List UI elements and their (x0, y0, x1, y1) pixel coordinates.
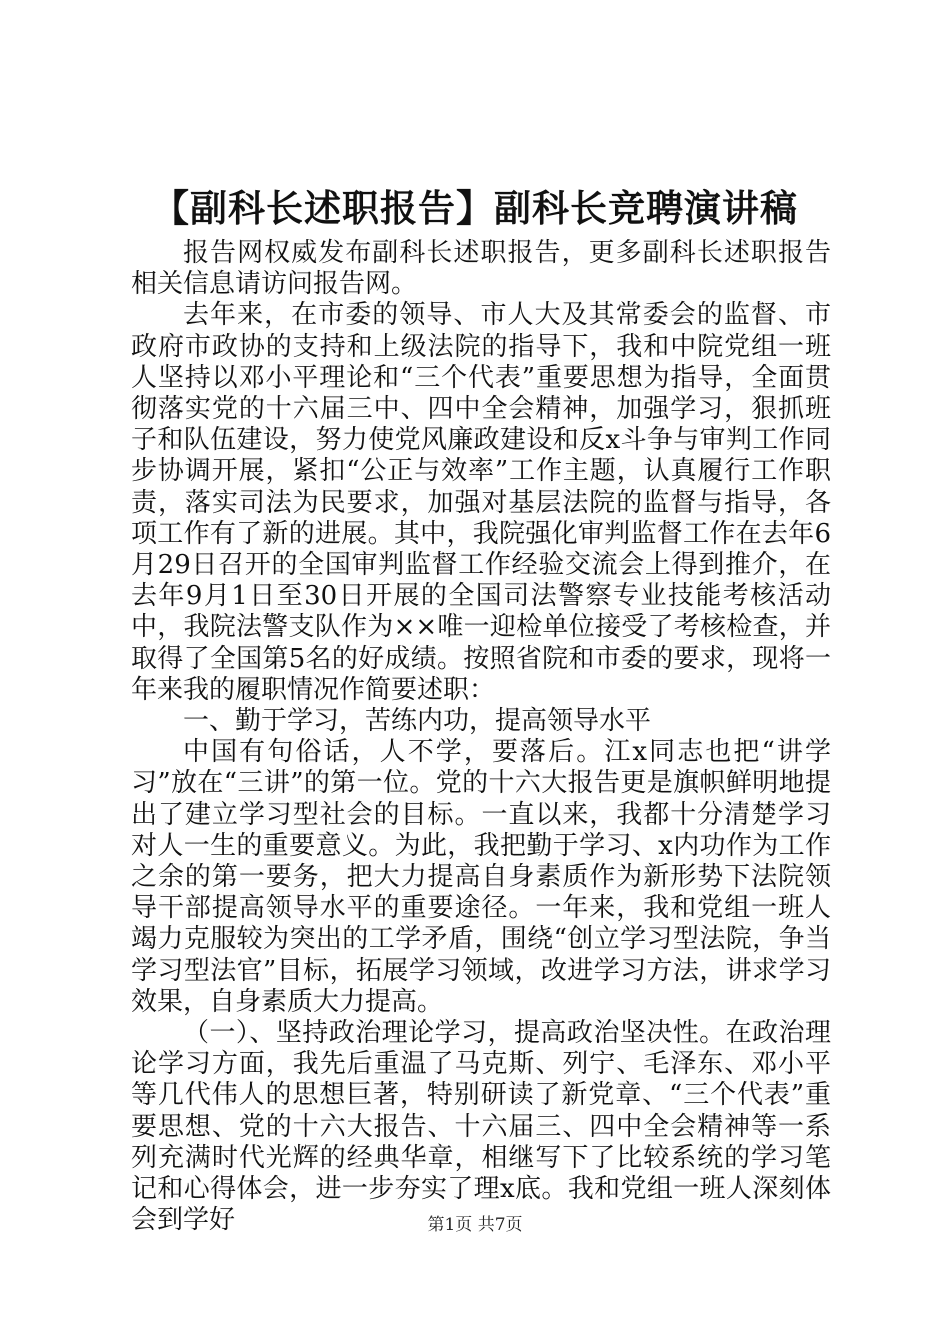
page-footer: 第1页 共7页 (427, 1215, 523, 1235)
section-heading: 一、勤于学习，苦练内功，提高领导水平 (183, 706, 652, 737)
paragraph-political-theory: （一）、坚持政治理论学习，提高政治坚决性。在政治理论学习方面，我先后重温了马克斯、列宁、毛泽东、邓小平等几代伟人的思想巨著，特别研读了新党章、“三个代表”重要思想、党的十六大报告、十六届三、四中全会精神等一系列充满时代光辉的经典华章，相继写下了比较系统的学习笔记和心得体会，进一步夯实了理x底。我和党组一班人深刻体会到学好 (131, 1018, 831, 1236)
paragraph-summary: 去年来，在市委的领导、市人大及其常委会的监督、市政府市政协的支持和上级法院的指导下，我和中院党组一班人坚持以邓小平理论和“三个代表”重要思想为指导，全面贯彻落实党的十六届三中、四中全会精神，加强学习，狠抓班子和队伍建设，努力使党风廉政建设和反x斗争与审判工作同步协调开展，紧扣“公正与效率”工作主题，认真履行工作职责，落实司法为民要求，加强对基层法院的监督与指导，各项工作有了新的进展。其中，我院强化审判监督工作在去年6月29日召开的全国审判监督工作经验交流会上得到推介，在去年9月1日至30日开展的全国司法警察专业技能考核活动中，我院法警支队作为××唯一迎检单位接受了考核检查，并取得了全国第5名的好成绩。按照省院和市委的要求，现将一年来我的履职情况作简要述职： (131, 300, 831, 705)
paragraph-intro: 报告网权威发布副科长述职报告，更多副科长述职报告相关信息请访问报告网。 (131, 238, 831, 300)
document-body (131, 238, 831, 1237)
document-title: 【副科长述职报告】副科长竞聘演讲稿 (152, 186, 798, 230)
paragraph-study: 中国有句俗话，人不学，要落后。江x同志也把“讲学习”放在“三讲”的第一位。党的十六大报告更是旗帜鲜明地提出了建立学习型社会的目标。一直以来，我都十分清楚学习对人一生的重要意义。为此，我把勤于学习、x内功作为工作之余的第一要务，把大力提高自身素质作为新形势下法院领导干部提高领导水平的重要途径。一年来，我和党组一班人竭力克服较为突出的工学矛盾，围绕“创立学习型法院，争当学习型法官”目标，拓展学习领域，改进学习方法，讲求学习效果，自身素质大力提高。 (131, 737, 831, 1017)
